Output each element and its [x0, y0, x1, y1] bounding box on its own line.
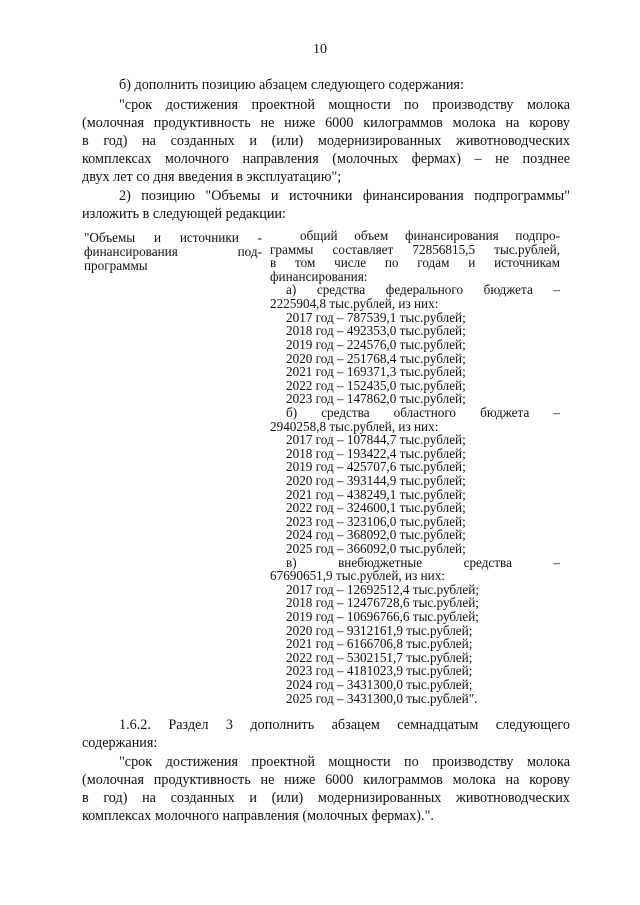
reg-total: 2940258,8 тыс.рублей, из них: [270, 419, 439, 434]
table-left-line: "Объемы и источники - [84, 231, 262, 245]
ext-year: 2017 год – 12692512,4 тыс.рублей; [286, 582, 479, 597]
table-left-line: финансирования под- [84, 245, 262, 259]
ext-year: 2020 год – 9312161,9 тыс.рублей; [286, 623, 473, 638]
reg-title: б) средства областного бюджета – [286, 406, 560, 420]
fed-year: 2023 год – 147862,0 тыс.рублей; [286, 391, 466, 406]
fed-year: 2019 год – 224576,0 тыс.рублей; [286, 337, 466, 352]
ext-total: 67690651,9 тыс.рублей, из них: [270, 568, 445, 583]
reg-year: 2022 год – 324600,1 тыс.рублей; [286, 500, 466, 515]
intro-line: изложить в следующей редакции: [82, 206, 286, 222]
reg-year: 2025 год – 366092,0 тыс.рублей; [286, 541, 466, 556]
section-line: (молочная продуктивность не ниже 6000 килограммов молока на корову [82, 772, 570, 788]
section-line: в год) на созданных и (или) модернизированных животноводческих [82, 790, 570, 806]
reg-year: 2021 год – 438249,1 тыс.рублей; [286, 487, 466, 502]
reg-year: 2024 год – 368092,0 тыс.рублей; [286, 527, 466, 542]
reg-year: 2019 год – 425707,6 тыс.рублей; [286, 459, 466, 474]
ext-title: в) внебюджетные средства – [286, 556, 560, 570]
intro-line: б) дополнить позицию абзацем следующего содержания: [119, 77, 464, 93]
section-line: "срок достижения проектной мощности по производству молока [119, 754, 570, 770]
intro-line: комплексах молочного направления (молочных фермах) – не позднее [82, 151, 570, 167]
fed-year: 2020 год – 251768,4 тыс.рублей; [286, 351, 466, 366]
ext-year: 2024 год – 3431300,0 тыс.рублей; [286, 677, 473, 692]
ext-year: 2021 год – 6166706,8 тыс.рублей; [286, 636, 473, 651]
section-line: 1.6.2. Раздел 3 дополнить абзацем семнадцатым следующего [119, 717, 570, 733]
reg-year: 2018 год – 193422,4 тыс.рублей; [286, 446, 466, 461]
fed-year: 2018 год – 492353,0 тыс.рублей; [286, 323, 466, 338]
ext-year: 2018 год – 12476728,6 тыс.рублей; [286, 595, 479, 610]
reg-year: 2017 год – 107844,7 тыс.рублей; [286, 432, 466, 447]
ext-year: 2019 год – 10696766,6 тыс.рублей; [286, 609, 479, 624]
intro-line: "срок достижения проектной мощности по производству молока [119, 97, 570, 113]
fed-total: 2225904,8 тыс.рублей, из них: [270, 296, 439, 311]
table-left-line: программы [84, 258, 148, 273]
ext-year: 2022 год – 5302151,7 тыс.рублей; [286, 650, 473, 665]
ext-year: 2025 год – 3431300,0 тыс.рублей". [286, 691, 478, 706]
section-line: содержания: [82, 735, 158, 751]
reg-year: 2020 год – 393144,9 тыс.рублей; [286, 473, 466, 488]
intro-line: 2) позицию "Объемы и источники финансирования подпрограммы" [119, 188, 570, 204]
ext-year: 2023 год – 4181023,9 тыс.рублей; [286, 663, 473, 678]
reg-year: 2023 год – 323106,0 тыс.рублей; [286, 514, 466, 529]
fed-year: 2022 год – 152435,0 тыс.рублей; [286, 378, 466, 393]
table-right-line: финансирования: [270, 269, 368, 284]
intro-line: в год) на созданных и (или) модернизированных животноводческих [82, 133, 570, 149]
fed-year: 2021 год – 169371,3 тыс.рублей; [286, 364, 466, 379]
intro-line: двух лет со дня введения в эксплуатацию"; [82, 169, 342, 185]
fed-title: а) средства федерального бюджета – [286, 283, 560, 297]
intro-line: (молочная продуктивность не ниже 6000 килограммов молока на корову [82, 115, 570, 131]
table-right-line: общий объем финансирования подпро- [300, 229, 560, 243]
page-number: 10 [313, 42, 327, 57]
table-right-line: граммы составляет 72856815,5 тыс.рублей, [270, 243, 560, 257]
fed-year: 2017 год – 787539,1 тыс.рублей; [286, 310, 466, 325]
table-right-line: в том числе по годам и источникам [270, 256, 560, 270]
section-line: комплексах молочного направления (молочных фермах).". [82, 808, 434, 824]
